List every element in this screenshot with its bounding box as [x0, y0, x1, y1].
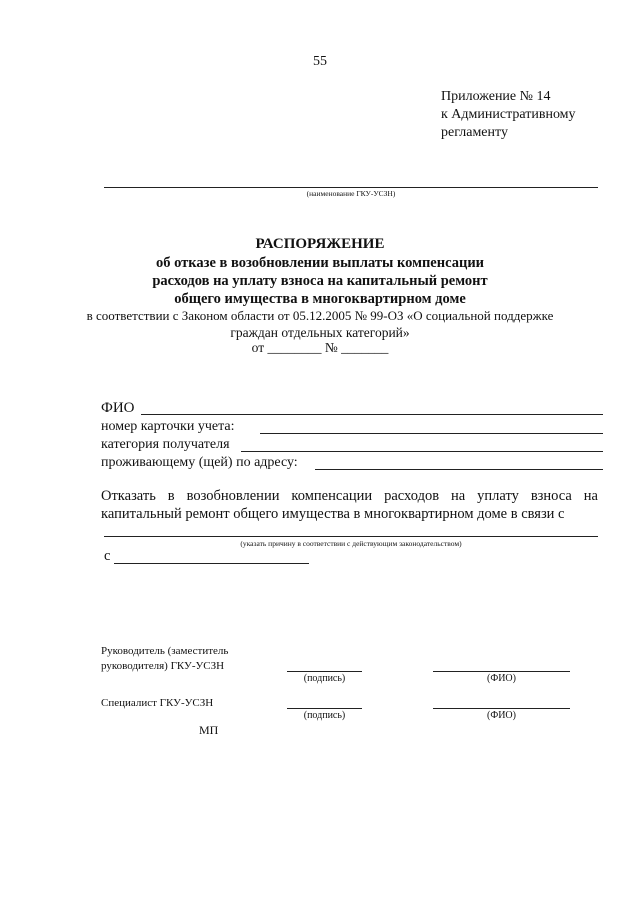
law-line-1: в соответствии с Законом области от 05.12.2005 № 99-ОЗ «О социальной поддержке: [86, 308, 554, 323]
page-number: 55: [313, 54, 327, 69]
category-label: категория получателя: [101, 437, 230, 452]
address-label: проживающему (щей) по адресу:: [101, 455, 298, 470]
specialist-signature-caption: (подпись): [303, 710, 346, 721]
head-title-line-1: Руководитель (заместитель: [101, 645, 229, 657]
appendix-line-2: к Административному: [441, 107, 576, 122]
subtitle-line-1: об отказе в возобновлении выплаты компенсации: [155, 255, 485, 271]
org-name-caption: (наименование ГКУ-УСЗН): [306, 189, 396, 198]
fio-line: [141, 414, 603, 415]
specialist-fio-line: [433, 708, 570, 709]
head-fio-line: [433, 671, 570, 672]
head-signature-caption: (подпись): [303, 673, 346, 684]
category-line: [241, 451, 603, 452]
reason-line: [104, 536, 598, 537]
org-name-line: [104, 187, 598, 188]
appendix-note: [441, 88, 576, 142]
address-line: [315, 469, 603, 470]
since-line: [114, 563, 309, 564]
card-number-line: [260, 433, 603, 434]
law-line-2: граждан отдельных категорий»: [230, 325, 410, 340]
appendix-line-1: Приложение № 14: [441, 89, 551, 104]
specialist-signature-line: [287, 708, 362, 709]
document-title: РАСПОРЯЖЕНИЕ: [255, 236, 385, 252]
subtitle-line-3: общего имущества в многоквартирном доме: [174, 291, 466, 307]
refusal-line-1: Отказать в возобновлении компенсации расходов на уплату взноса на: [101, 488, 598, 504]
stamp-placeholder: МП: [199, 723, 219, 737]
fio-label: ФИО: [101, 400, 135, 416]
appendix-line-3: регламенту: [441, 125, 508, 140]
specialist-fio-caption: (ФИО): [486, 710, 516, 721]
date-number-line: от ________ № _______: [251, 340, 389, 355]
reason-caption: (указать причину в соответствии с действующим законодательством): [240, 539, 462, 548]
head-fio-caption: (ФИО): [486, 673, 516, 684]
since-label: с: [104, 548, 111, 564]
head-title-line-2: руководителя) ГКУ-УСЗН: [101, 660, 225, 672]
subtitle-line-2: расходов на уплату взноса на капитальный ремонт: [152, 273, 488, 289]
refusal-line-2: капитальный ремонт общего имущества в многоквартирном доме в связи с: [101, 506, 565, 522]
specialist-title: Специалист ГКУ-УСЗН: [101, 697, 214, 709]
card-number-label: номер карточки учета:: [101, 419, 235, 434]
head-signature-line: [287, 671, 362, 672]
